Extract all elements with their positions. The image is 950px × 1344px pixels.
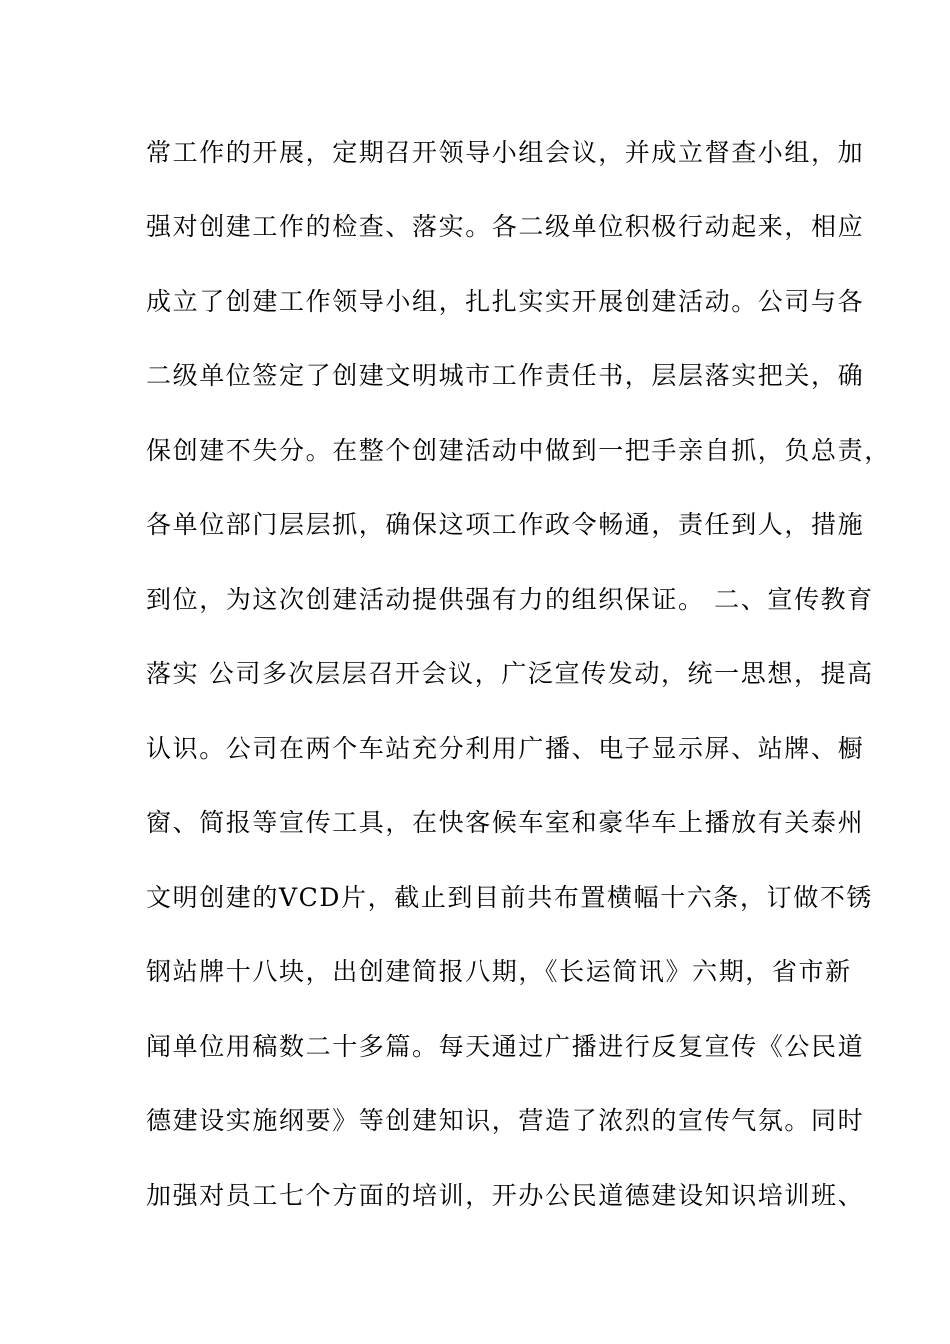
- text-line: 钢站牌十八块，出创建简报八期，《长运简讯》六期，省市新: [146, 957, 852, 986]
- text-line: 认识。公司在两个车站充分利用广播、电子显示屏、站牌、橱: [146, 734, 865, 763]
- text-line: 文明创建的VCD片，截止到目前共布置横幅十六条，订做不锈: [146, 883, 874, 912]
- text-line: 各单位部门层层抓，确保这项工作政令畅通，责任到人，措施: [146, 510, 865, 539]
- text-line: 德建设实施纲要》等创建知识，营造了浓烈的宣传气氛。同时: [146, 1106, 865, 1135]
- text-line: 二级单位签定了创建文明城市工作责任书，层层落实把关，确: [146, 361, 865, 390]
- text-line: 成立了创建工作领导小组，扎扎实实开展创建活动。公司与各: [146, 287, 865, 316]
- text-line: 闻单位用稿数二十多篇。每天通过广播进行反复宣传《公民道: [146, 1032, 865, 1061]
- text-line: 强对创建工作的检查、落实。各二级单位积极行动起来，相应: [146, 212, 865, 241]
- text-line: 窗、简报等宣传工具，在快客候车室和豪华车上播放有关泰州: [146, 808, 865, 837]
- text-line: 到位，为这次创建活动提供强有力的组织保证。 二、宣传教育: [146, 585, 874, 614]
- text-line: 加强对员工七个方面的培训，开办公民道德建设知识培训班、: [146, 1181, 865, 1210]
- text-line: 落实 公司多次层层召开会议，广泛宣传发动，统一思想，提高: [146, 659, 874, 688]
- text-line: 保创建不失分。在整个创建活动中做到一把手亲自抓，负总责，: [146, 436, 891, 465]
- text-line: 常工作的开展，定期召开领导小组会议，并成立督查小组，加: [146, 138, 865, 167]
